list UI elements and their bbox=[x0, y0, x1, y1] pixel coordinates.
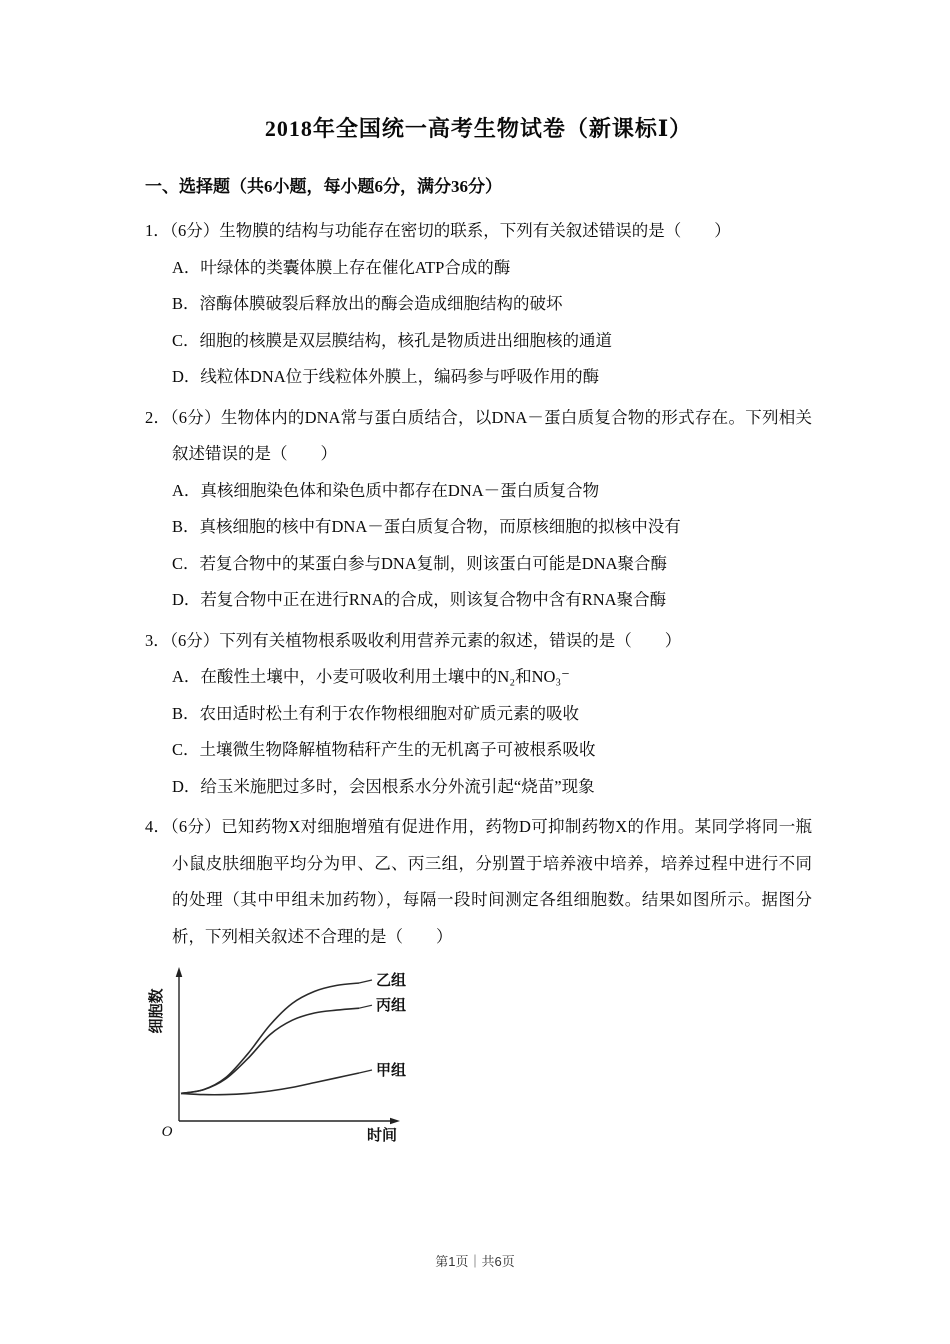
y-axis-label: 细胞数 bbox=[148, 988, 165, 1034]
question-3-option-b: B．农田适时松土有利于农作物根细胞对矿质元素的吸收 bbox=[172, 703, 580, 723]
section-header: 一、选择题（共6小题，每小题6分，满分36分） bbox=[145, 177, 502, 196]
question-3-text: （6分）下列有关植物根系吸收利用营养元素的叙述，错误的是（ ） bbox=[169, 630, 682, 650]
label-connector-jia bbox=[359, 1070, 372, 1073]
page-number-info: 第1页｜共6页 bbox=[435, 1254, 515, 1269]
question-2-number: 2． bbox=[145, 407, 171, 427]
question-3 bbox=[145, 623, 812, 806]
question-1-text: （6分）生物膜的结构与功能存在密切的联系，下列有关叙述错误的是（ ） bbox=[169, 221, 731, 240]
question-2-option-d: D．若复合物中正在进行RNA的合成，则该复合物中含有RNA聚合酶 bbox=[172, 590, 667, 609]
question-1-option-c: C．细胞的核膜是双层膜结构，核孔是物质进出细胞核的通道 bbox=[172, 330, 613, 350]
series-label-yi: 乙组 bbox=[376, 972, 407, 989]
page-title: 2018年全国统一高考生物试卷（新课标Ⅰ） bbox=[264, 116, 693, 141]
y-axis-arrow-icon bbox=[176, 967, 183, 977]
series-label-bing: 丙组 bbox=[376, 997, 407, 1015]
question-2-option-a: A．真核细胞染色体和染色质中都存在DNA－蛋白质复合物 bbox=[172, 480, 600, 500]
question-1-number: 1． bbox=[145, 221, 170, 240]
label-connector-bing bbox=[359, 1005, 372, 1008]
question-3-number: 3． bbox=[145, 630, 170, 650]
question-4-stem bbox=[145, 809, 812, 955]
question-1-option-a: A．叶绿体的类囊体膜上存在催化ATP合成的酶 bbox=[172, 257, 511, 277]
x-axis-label: 时间 bbox=[366, 1127, 397, 1144]
label-connector-yi bbox=[359, 980, 372, 983]
origin-label: O bbox=[161, 1124, 173, 1140]
curve-group-jia bbox=[181, 1073, 359, 1095]
question-1-option-d: D．线粒体DNA位于线粒体外膜上，编码参与呼吸作用的酶 bbox=[172, 367, 600, 386]
question-4 bbox=[145, 809, 812, 955]
question-3-option-d: D．给玉米施肥过多时，会因根系水分外流引起“烧苗”现象 bbox=[172, 776, 595, 796]
question-3-option-c: C．土壤微生物降解植物秸秆产生的无机离子可被根系吸收 bbox=[172, 740, 596, 759]
question-3-option-a: A．在酸性土壤中，小麦可吸收利用土壤中的N₂和NO₃⁻ bbox=[172, 667, 570, 686]
question-2-option-c: C．若复合物中的某蛋白参与DNA复制，则该蛋白可能是DNA聚合酶 bbox=[172, 553, 667, 573]
question-2-option-b: B．真核细胞的核中有DNA－蛋白质复合物，而原核细胞的拟核中没有 bbox=[172, 517, 681, 536]
question-3-stem bbox=[145, 623, 812, 660]
curve-group-yi bbox=[181, 983, 359, 1093]
question-1-option-b: B．溶酶体膜破裂后释放出的酶会造成细胞结构的破坏 bbox=[172, 294, 563, 313]
question-4-text: （6分）已知药物X对细胞增殖有促进作用，药物D可抑制药物X的作用。某同学将同一瓶小鼠皮肤细胞平均分为甲、乙、丙三组，分别置于培养液中培养，培养过程中进行不同的处理（其中甲组未加药物），每隔一段时间测定各组细胞数。结果如图所示。据图分析，下列相关叙述不合理的是（ ） bbox=[170, 817, 813, 946]
question-1-stem bbox=[145, 213, 812, 250]
page-footer bbox=[0, 1251, 950, 1270]
growth-chart bbox=[147, 963, 447, 1149]
question-1 bbox=[145, 213, 812, 396]
question-4-number: 4． bbox=[145, 817, 171, 836]
cell-growth-figure bbox=[147, 963, 812, 1154]
question-2-stem bbox=[145, 400, 812, 473]
curve-group-bing bbox=[181, 1008, 359, 1093]
question-2 bbox=[145, 400, 812, 619]
question-2-text: （6分）生物体内的DNA常与蛋白质结合，以DNA－蛋白质复合物的形式存在。下列相关叙述错误的是（ ） bbox=[170, 407, 812, 463]
x-axis-arrow-icon bbox=[390, 1118, 400, 1125]
series-label-jia: 甲组 bbox=[376, 1062, 407, 1079]
